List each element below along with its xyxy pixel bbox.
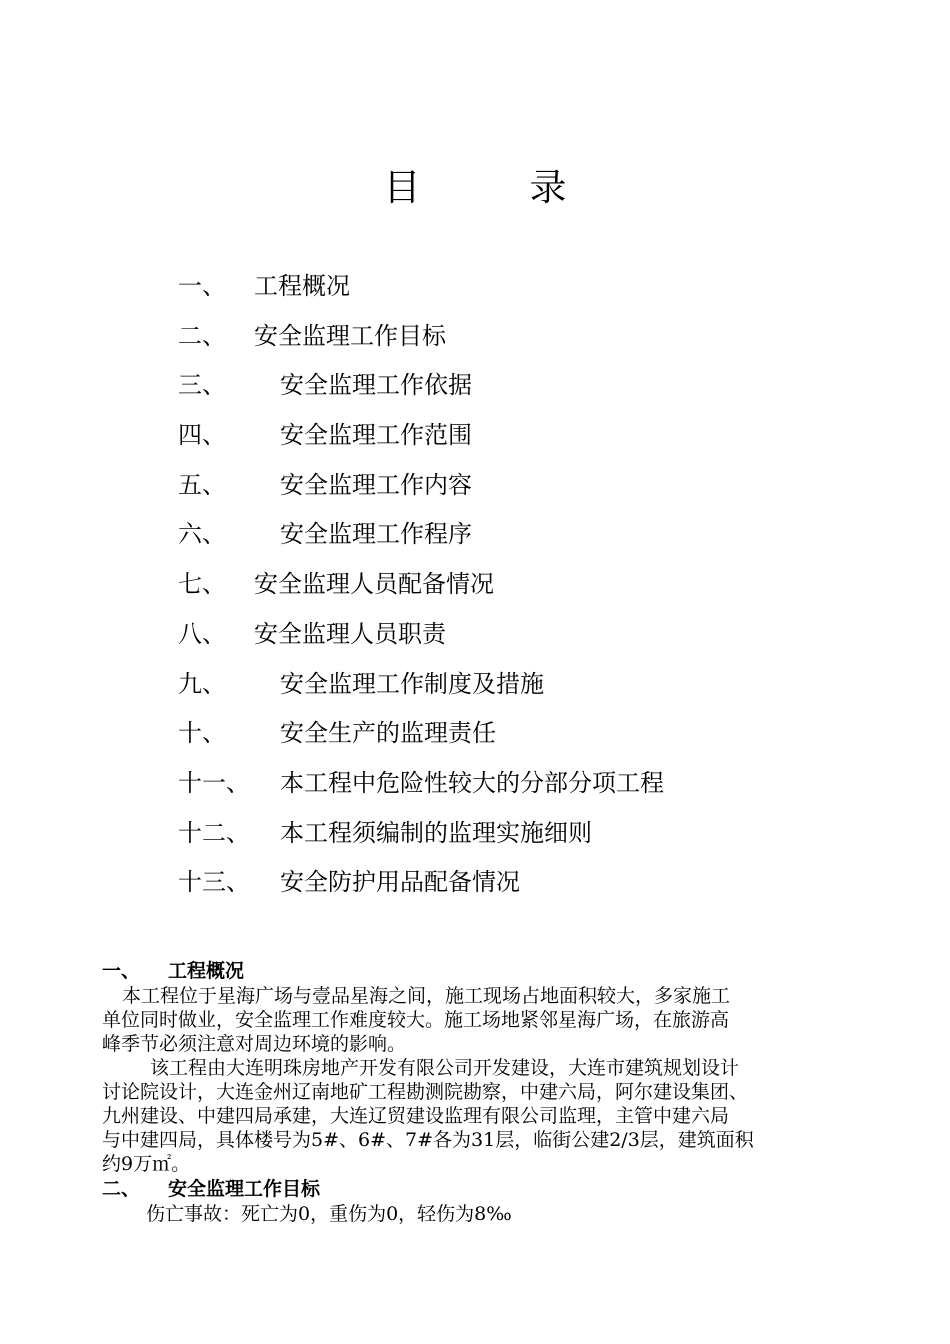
- toc-item: [178, 461, 878, 511]
- toc-item: [178, 312, 878, 362]
- toc-item-title: 本工程中危险性较大的分部分项工程: [280, 768, 664, 797]
- toc-item-title: 安全监理工作目标: [254, 321, 446, 350]
- section-number: 一、: [102, 960, 141, 982]
- toc-item-title: 本工程须编制的监理实施细则: [280, 818, 592, 847]
- toc-item-number: 九、: [178, 669, 226, 698]
- toc-item: [178, 809, 878, 859]
- section-heading: [102, 958, 862, 984]
- paragraph: [102, 1056, 862, 1176]
- section-heading: [102, 1176, 862, 1202]
- section-title: 安全监理工作目标: [168, 1178, 321, 1200]
- toc-item: [178, 759, 878, 809]
- paragraph-line: 峰季节必须注意对周边环境的影响。: [102, 1033, 407, 1055]
- toc-item-title: 安全监理工作程序: [280, 520, 472, 549]
- toc-item-number: 八、: [178, 619, 226, 648]
- toc-item: [178, 560, 878, 610]
- toc-item-title: 安全监理工作内容: [280, 470, 472, 499]
- toc-item-title: 安全监理工作范围: [280, 421, 472, 450]
- toc-item-title: 安全监理工作依据: [280, 371, 472, 400]
- toc-item-number: 十三、: [178, 868, 250, 897]
- toc-item-number: 四、: [178, 421, 226, 450]
- page-title: 目 录: [383, 166, 603, 209]
- paragraph-line: 九州建设、中建四局承建，大连辽贸建设监理有限公司监理，主管中建六局: [102, 1105, 730, 1127]
- toc-item-title: 安全监理人员职责: [254, 619, 446, 648]
- toc-item: [178, 858, 878, 908]
- toc-item: [178, 361, 878, 411]
- toc-item-number: 十一、: [178, 768, 250, 797]
- toc-item-title: 安全监理人员配备情况: [254, 570, 494, 599]
- toc-item-title: 安全生产的监理责任: [280, 719, 496, 748]
- paragraph-line: 讨论院设计，大连金州辽南地矿工程勘测院勘察，中建六局，阿尔建设集团、: [102, 1081, 749, 1103]
- toc-item: [178, 709, 878, 759]
- paragraph: [102, 1202, 862, 1226]
- paragraph-line: 本工程位于星海广场与壹品星海之间，施工现场占地面积较大，多家施工: [122, 985, 731, 1007]
- toc-item: [178, 510, 878, 560]
- toc-item-title: 安全监理工作制度及措施: [280, 669, 544, 698]
- toc-item-title: 安全防护用品配备情况: [280, 868, 520, 897]
- paragraph: [102, 984, 862, 1056]
- toc-item-title: 工程概况: [254, 272, 350, 300]
- paragraph-line: 该工程由大连明珠房地产开发有限公司开发建设，大连市建筑规划设计: [150, 1057, 740, 1079]
- toc-item-number: 三、: [178, 371, 226, 400]
- toc-item-number: 六、: [178, 520, 226, 549]
- toc-item-number: 十二、: [178, 818, 250, 847]
- toc-item: [178, 411, 878, 461]
- toc-item-number: 七、: [178, 570, 226, 599]
- toc-item-number: 五、: [178, 470, 226, 499]
- paragraph-line: 约9万㎡。: [102, 1153, 191, 1175]
- document-body: [102, 958, 862, 1226]
- paragraph-line: 单位同时做业，安全监理工作难度较大。施工场地紧邻星海广场，在旅游高: [102, 1009, 730, 1031]
- paragraph-line: 伤亡事故：死亡为0，重伤为0，轻伤为8‰: [146, 1203, 512, 1225]
- paragraph-line: 与中建四局，具体楼号为5#、6#、7#各为31层，临街公建2/3层，建筑面积: [102, 1129, 754, 1151]
- toc-item: [178, 610, 878, 660]
- toc-item-number: 一、: [178, 272, 226, 300]
- toc-item: [178, 262, 878, 312]
- toc-item-number: 十、: [178, 719, 226, 748]
- section-number: 二、: [102, 1178, 141, 1200]
- toc-item: [178, 660, 878, 710]
- toc-item-number: 二、: [178, 321, 226, 350]
- table-of-contents: [178, 262, 878, 908]
- section-title: 工程概况: [168, 960, 245, 982]
